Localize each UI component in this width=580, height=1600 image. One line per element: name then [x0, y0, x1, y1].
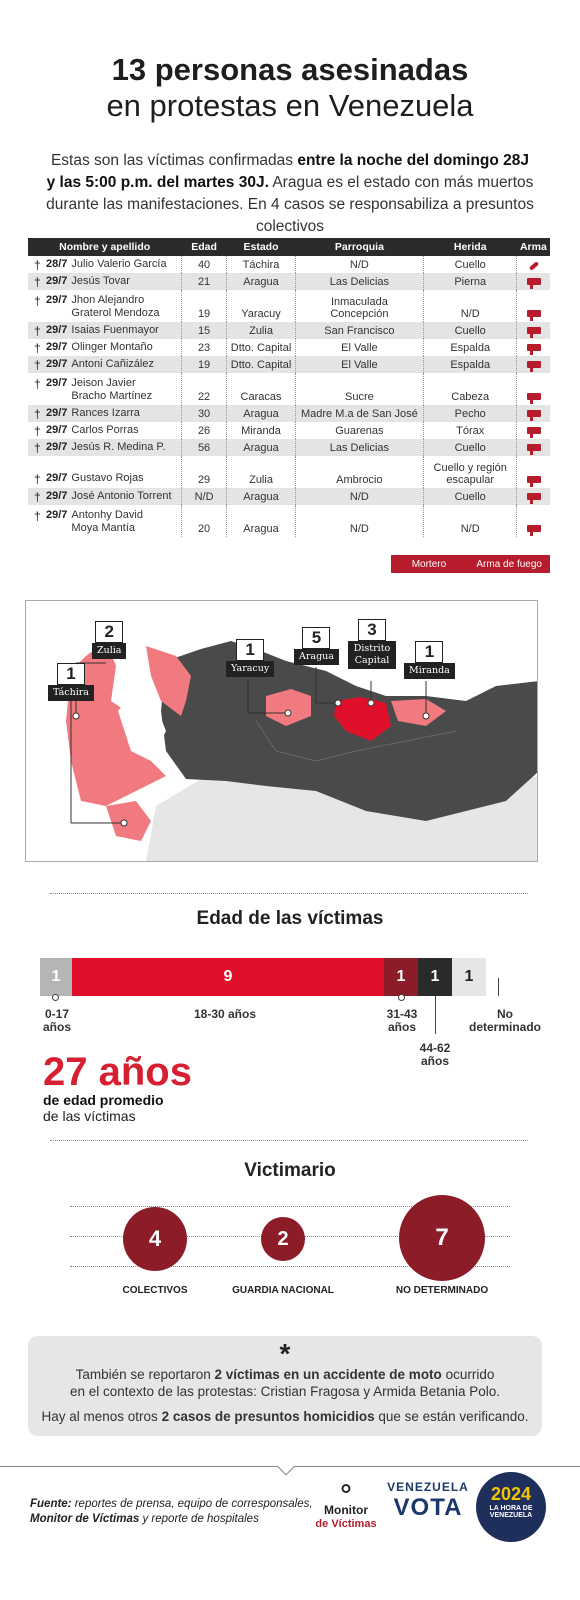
age-cell: 56 [181, 439, 227, 456]
legend-firearm-label: Arma de fuego [476, 558, 542, 570]
wound-cell: Cuello y región escapular [424, 456, 517, 488]
legend-mortar-label: Mortero [411, 558, 447, 570]
pistol-icon [527, 444, 541, 451]
col-header: Parroquia [295, 238, 423, 256]
state-cell: Aragua [227, 505, 295, 537]
age-seg-nd: 1 [452, 958, 486, 996]
age-label-31-43: 31-43 años [386, 1007, 418, 1034]
marker-zulia: 2 Zulia [92, 621, 126, 659]
state-cell: Dtto. Capital [227, 356, 295, 373]
marker-yaracuy: 1 Yaracuy [226, 639, 274, 677]
title-line-2: en protestas en Venezuela [106, 88, 474, 123]
perpetrator-section-title: Victimario [244, 1160, 336, 1181]
pistol-icon [527, 476, 541, 483]
parish-cell: N/D [295, 256, 423, 273]
perpetrator-gn-label: GUARDIA NACIONAL [232, 1285, 334, 1296]
marker-aragua: 5 Aragua [294, 627, 339, 665]
state-cell: Aragua [227, 405, 295, 422]
cross-icon: † [34, 489, 41, 504]
footprint-icon: ⚬ [335, 1474, 357, 1504]
age-label-18-30: 18-30 años [193, 1007, 257, 1021]
pistol-icon [527, 427, 541, 434]
state-cell: Miranda [227, 422, 295, 439]
state-cell: Dtto. Capital [227, 339, 295, 356]
victim-name-cell: † 29/7 Olinger Montaño [28, 339, 181, 356]
marker-miranda: 1 Miranda [404, 641, 455, 679]
age-cell: 15 [181, 322, 227, 339]
weapon-cell [517, 505, 550, 537]
intro-part-2: Aragua es el estado con más muertos durante las manifestaciones. En 4 casos se responsabiliza a presuntos colectivos [46, 174, 534, 235]
venezuela-map [25, 600, 538, 862]
age-seg-0-17: 1 [40, 958, 72, 996]
pistol-icon [527, 310, 541, 317]
state-cell: Aragua [227, 488, 295, 505]
weapon-cell [517, 339, 550, 356]
age-seg-31-43: 1 [384, 958, 418, 996]
col-header: Estado [227, 238, 295, 256]
victim-name-cell: † 28/7 Julio Valerio García [28, 256, 181, 273]
divider [50, 1140, 528, 1141]
wound-cell: Cuello [424, 256, 517, 273]
table-row [28, 422, 550, 439]
age-seg-44-62: 1 [418, 958, 452, 996]
weapon-cell [517, 256, 550, 273]
perpetrator-colectivos-label: COLECTIVOS [122, 1285, 188, 1296]
age-label-nd: No determinado [468, 1007, 541, 1034]
table-row [28, 273, 550, 290]
weapon-cell [517, 356, 550, 373]
victim-name-cell: † 29/7 José Antonio Torrent [28, 488, 181, 505]
parish-cell: El Valle [295, 339, 423, 356]
table-row [28, 405, 550, 422]
victim-name-cell: † 29/7 Jesús R. Medina P. [28, 439, 181, 456]
victim-name-cell: † 29/7 Rances Izarra [28, 405, 181, 422]
cross-icon: † [34, 357, 41, 372]
age-cell: 19 [181, 290, 227, 322]
wound-cell: Cuello [424, 439, 517, 456]
monitor-victimas-logo: ⚬ Monitor de Víctimas [311, 1475, 381, 1531]
col-header: Arma [517, 238, 550, 256]
parish-cell: Las Delicias [295, 439, 423, 456]
cross-icon: † [34, 406, 41, 421]
asterisk-icon: * [279, 1338, 291, 1369]
source-text: Fuente: reportes de prensa, equipo de corresponsales, Monitor de Víctimas y reporte de hospitales [30, 1498, 313, 1525]
title-line-1: 13 personas asesinadas [111, 52, 469, 87]
table-row [28, 256, 550, 273]
state-cell: Táchira [227, 256, 295, 273]
state-cell: Zulia [227, 456, 295, 488]
table-header-row [28, 238, 550, 256]
parish-cell: Sucre [295, 373, 423, 405]
cross-icon: † [34, 509, 41, 523]
age-bar [40, 958, 486, 996]
state-cell: Aragua [227, 273, 295, 290]
note-line-2: en el contexto de las protestas: Cristian Fragosa y Armida Betania Polo. [70, 1384, 500, 1399]
wound-cell: N/D [424, 290, 517, 322]
table-row [28, 373, 550, 405]
col-header: Nombre y apellido [28, 238, 181, 256]
weapon-cell [517, 439, 550, 456]
state-cell: Caracas [227, 373, 295, 405]
age-label-44-62: 44-62 años [419, 1041, 451, 1068]
weapon-cell [517, 405, 550, 422]
wound-cell: N/D [424, 505, 517, 537]
wound-cell: Pecho [424, 405, 517, 422]
weapon-cell [517, 456, 550, 488]
victim-name-cell: † 29/7 Antonhy David Moya Mantía [28, 505, 181, 537]
age-cell: 23 [181, 339, 227, 356]
wound-cell: Espalda [424, 356, 517, 373]
victim-name-cell: † 29/7 Jesús Tovar [28, 273, 181, 290]
average-age-caption-2: de las víctimas [43, 1108, 136, 1124]
col-header: Edad [181, 238, 227, 256]
table-row [28, 456, 550, 488]
table-row [28, 439, 550, 456]
pistol-icon [527, 525, 541, 532]
state-cell: Zulia [227, 322, 295, 339]
weapon-cell [517, 488, 550, 505]
parish-cell: N/D [295, 488, 423, 505]
parish-cell: Madre M.a de San José [295, 405, 423, 422]
weapon-cell [517, 273, 550, 290]
table-row [28, 505, 550, 537]
table-row [28, 322, 550, 339]
intro-bold-2: y las 5:00 p.m. del martes 30J. [46, 174, 269, 191]
pistol-icon [527, 410, 541, 417]
age-cell: 19 [181, 356, 227, 373]
page-title [0, 52, 580, 124]
parish-cell: Inmaculada Concepción [295, 290, 423, 322]
perpetrator-nd-label: NO DETERMINADO [395, 1285, 489, 1296]
wound-cell: Espalda [424, 339, 517, 356]
table-row [28, 339, 550, 356]
perpetrator-gn-circle: 2 [261, 1217, 305, 1261]
average-age [43, 1052, 192, 1124]
tachira-region [106, 801, 151, 841]
pistol-icon [527, 493, 541, 500]
mortar-icon [529, 261, 539, 270]
weapon-cell [517, 322, 550, 339]
col-header: Herida [424, 238, 517, 256]
cross-icon: † [34, 377, 41, 391]
state-cell: Aragua [227, 439, 295, 456]
table-row [28, 290, 550, 322]
age-seg-18-30: 9 [72, 958, 384, 996]
parish-cell: Las Delicias [295, 273, 423, 290]
pistol-icon [460, 560, 474, 567]
table-row [28, 356, 550, 373]
victim-name-cell: † 29/7 Gustavo Rojas [28, 456, 181, 488]
cross-icon: † [34, 323, 41, 338]
age-cell: 22 [181, 373, 227, 405]
age-cell: 30 [181, 405, 227, 422]
pistol-icon [527, 393, 541, 400]
cross-icon: † [34, 472, 41, 486]
parish-cell: Ambrocio [295, 456, 423, 488]
victim-name-cell: † 29/7 Jhon Alejandro Graterol Mendoza [28, 290, 181, 322]
mortar-icon [399, 560, 409, 569]
age-cell: 40 [181, 256, 227, 273]
pistol-icon [527, 278, 541, 285]
wound-cell: Pierna [424, 273, 517, 290]
pistol-icon [527, 344, 541, 351]
cross-icon: † [34, 440, 41, 455]
weapon-cell [517, 422, 550, 439]
cross-icon: † [34, 274, 41, 289]
intro-text [20, 150, 560, 238]
age-cell: N/D [181, 488, 227, 505]
divider [50, 893, 528, 894]
perpetrator-colectivos-circle: 4 [123, 1207, 187, 1271]
state-cell: Yaracuy [227, 290, 295, 322]
pistol-icon [527, 327, 541, 334]
victim-name-cell: † 29/7 Isaias Fuenmayor [28, 322, 181, 339]
age-cell: 29 [181, 456, 227, 488]
victim-name-cell: † 29/7 Antoni Cañizález [28, 356, 181, 373]
cross-icon: † [34, 340, 41, 355]
parish-cell: N/D [295, 505, 423, 537]
age-label-0-17: 0-17 años [42, 1007, 71, 1034]
age-cell: 20 [181, 505, 227, 537]
parish-cell: El Valle [295, 356, 423, 373]
perpetrator-nd-circle: 7 [399, 1195, 485, 1281]
victims-table [28, 238, 550, 537]
weapon-legend [391, 555, 550, 573]
average-age-caption: de edad promedio [43, 1092, 164, 1108]
age-section-title: Edad de las víctimas [196, 908, 384, 929]
wound-cell: Cuello [424, 488, 517, 505]
victim-name-cell: † 29/7 Carlos Porras [28, 422, 181, 439]
parish-cell: San Francisco [295, 322, 423, 339]
cross-icon: † [34, 294, 41, 308]
victim-name-cell: † 29/7 Jeison Javier Bracho Martínez [28, 373, 181, 405]
wound-cell: Cabeza [424, 373, 517, 405]
age-cell: 21 [181, 273, 227, 290]
average-age-value: 27 años [43, 1050, 192, 1094]
weapon-cell [517, 290, 550, 322]
wound-cell: Tórax [424, 422, 517, 439]
wound-cell: Cuello [424, 322, 517, 339]
intro-bold-1: entre la noche del domingo 28J [297, 152, 530, 169]
note-box: * También se reportaron 2 víctimas en un accidente de moto ocurrido en el contexto de las protestas: Cristian Fragosa y Armida Betania Polo. Hay al menos otros 2 casos de presuntos homicidios que se están verificando. [28, 1336, 542, 1436]
cross-icon: † [34, 257, 41, 272]
intro-part-1: Estas son las víctimas confirmadas [50, 152, 298, 169]
weapon-cell [517, 373, 550, 405]
hora-venezuela-logo: 2024 LA HORA DE VENEZUELA [476, 1472, 546, 1542]
venezuela-vota-logo: VENEZUELA VOTA [387, 1480, 469, 1521]
pistol-icon [527, 361, 541, 368]
marker-distrito-capital: 3 Distrito Capital [348, 619, 396, 669]
table-row [28, 488, 550, 505]
cross-icon: † [34, 423, 41, 438]
parish-cell: Guarenas [295, 422, 423, 439]
age-cell: 26 [181, 422, 227, 439]
marker-tachira: 1 Táchira [48, 663, 94, 701]
